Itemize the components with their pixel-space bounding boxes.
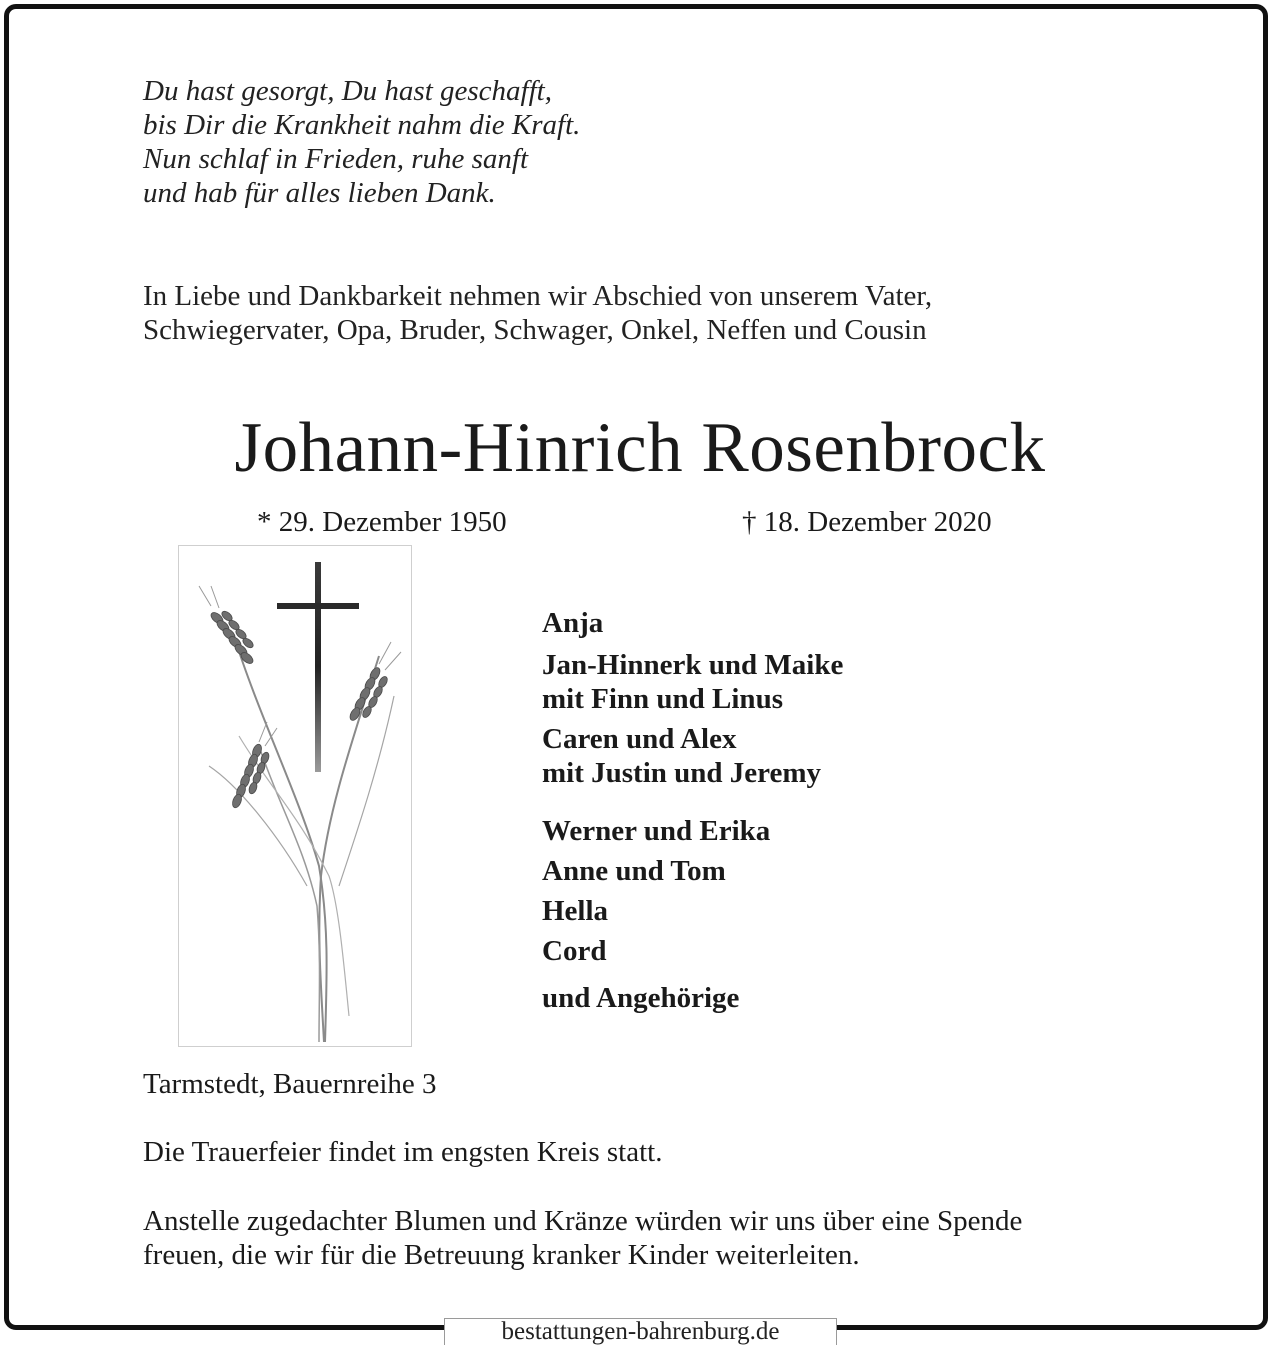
donation-line: Anstelle zugedachter Blumen und Kränze würden wir uns über eine Spende — [143, 1205, 1023, 1237]
mourner-name: Anne und Tom — [542, 855, 726, 887]
intro-line: In Liebe und Dankbarkeit nehmen wir Abschied von unserem Vater, — [143, 280, 933, 312]
mourner-name: und Angehörige — [542, 982, 740, 1014]
intro-text — [143, 279, 932, 347]
address: Tarmstedt, Bauernreihe 3 — [143, 1068, 437, 1100]
donation-note — [143, 1204, 1022, 1272]
intro-line: Schwiegervater, Opa, Bruder, Schwager, Onkel, Neffen und Cousin — [143, 314, 927, 346]
mourner-name: Werner und Erika — [542, 815, 771, 847]
poem-line: Du hast gesorgt, Du hast geschafft, — [143, 75, 552, 107]
poem — [143, 74, 580, 210]
deceased-name: Johann-Hinrich Rosenbrock — [234, 409, 1046, 487]
mourner-name: mit Justin und Jeremy — [542, 757, 822, 789]
website-link[interactable]: bestattungen-bahrenburg.de — [444, 1318, 837, 1345]
poem-line: bis Dir die Krankheit nahm die Kraft. — [143, 109, 581, 141]
mourner-name: Hella — [542, 895, 609, 927]
birth-date: * 29. Dezember 1950 — [257, 506, 507, 538]
mourner-name: mit Finn und Linus — [542, 683, 783, 715]
mourner-name: Caren und Alex — [542, 723, 737, 755]
death-date: † 18. Dezember 2020 — [742, 506, 992, 538]
mourner-name: Cord — [542, 935, 607, 967]
cross-with-wheat-icon — [178, 545, 412, 1047]
ceremony-note: Die Trauerfeier findet im engsten Kreis statt. — [143, 1136, 663, 1168]
mourner-name: Jan-Hinnerk und Maike — [542, 649, 844, 681]
mourner-name: Anja — [542, 607, 604, 639]
cross-with-wheat-drawing — [179, 546, 411, 1046]
poem-line: Nun schlaf in Frieden, ruhe sanft — [143, 143, 529, 175]
mourners-list — [542, 606, 843, 1015]
poem-line: und hab für alles lieben Dank. — [143, 177, 496, 209]
donation-line: freuen, die wir für die Betreuung kranker Kinder weiterleiten. — [143, 1239, 860, 1271]
